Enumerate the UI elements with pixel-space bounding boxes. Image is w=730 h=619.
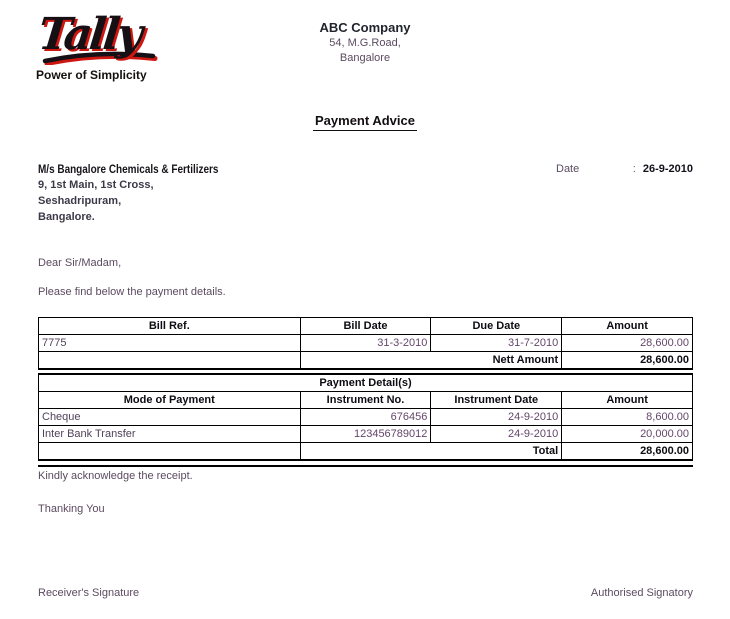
bill-table-header-row <box>39 318 693 335</box>
bill-ref-value: 7775 <box>39 335 301 352</box>
payment-mode-value: Inter Bank Transfer <box>39 426 301 443</box>
authorised-signatory-label: Authorised Signatory <box>590 587 693 599</box>
payment-header-instrument-no: Instrument No. <box>300 392 431 409</box>
company-name: ABC Company <box>319 20 411 35</box>
receiver-signature-label: Receiver's Signature <box>38 587 140 599</box>
payment-detail-title-row <box>39 374 693 392</box>
date-separator: : <box>632 163 636 175</box>
recipient-address-line2: Seshadripuram, <box>38 195 122 207</box>
thanks-line: Thanking You <box>38 503 105 515</box>
total-value: 28,600.00 <box>562 443 693 461</box>
total-label: Total <box>300 443 562 461</box>
payment-row-cheque <box>39 409 693 426</box>
tables-section <box>38 317 693 467</box>
due-date-value: 31-7-2010 <box>431 335 562 352</box>
company-header <box>255 20 475 66</box>
recipient-address-line3: Bangalore. <box>38 211 95 223</box>
bill-date-value: 31-3-2010 <box>300 335 431 352</box>
instrument-date-value: 24-9-2010 <box>431 426 562 443</box>
bill-amount-value: 28,600.00 <box>562 335 693 352</box>
payment-row-inter-bank-transfer <box>39 426 693 443</box>
company-address-line1: 54, M.G.Road, <box>329 37 401 49</box>
payment-amount-value: 8,600.00 <box>562 409 693 426</box>
intro-line: Please find below the payment details. <box>38 286 226 298</box>
bill-table-header-amount: Amount <box>562 318 693 335</box>
payment-detail-header-row <box>39 392 693 409</box>
bill-table-summary-row <box>39 352 693 370</box>
salutation: Dear Sir/Madam, <box>38 257 122 269</box>
nett-amount-label: Nett Amount <box>300 352 562 370</box>
payment-header-mode: Mode of Payment <box>39 392 301 409</box>
total-empty-cell <box>39 443 301 461</box>
document-title: Payment Advice <box>313 113 417 131</box>
payment-detail-table <box>38 373 693 461</box>
tally-logo-tagline: Power of Simplicity <box>36 68 147 82</box>
instrument-no-value: 676456 <box>300 409 431 426</box>
payment-mode-value: Cheque <box>39 409 301 426</box>
bill-table-header-bill-date: Bill Date <box>300 318 431 335</box>
bill-table <box>38 317 693 370</box>
tally-logo <box>35 9 166 82</box>
signature-row <box>38 587 693 599</box>
date-row <box>556 163 693 175</box>
nett-amount-value: 28,600.00 <box>562 352 693 370</box>
date-label: Date <box>556 163 580 175</box>
tally-logo-wordmark: Tally <box>35 9 143 60</box>
acknowledge-line: Kindly acknowledge the receipt. <box>38 470 193 482</box>
instrument-no-value: 123456789012 <box>300 426 431 443</box>
recipient-address-block <box>38 161 255 225</box>
payment-header-instrument-date: Instrument Date <box>431 392 562 409</box>
bill-table-header-due-date: Due Date <box>431 318 562 335</box>
instrument-date-value: 24-9-2010 <box>431 409 562 426</box>
payment-amount-value: 20,000.00 <box>562 426 693 443</box>
date-value: 26-9-2010 <box>642 163 693 175</box>
payment-table-summary-row <box>39 443 693 461</box>
bill-table-row <box>39 335 693 352</box>
recipient-address-line1: 9, 1st Main, 1st Cross, <box>38 179 154 191</box>
payment-header-amount: Amount <box>562 392 693 409</box>
company-address-line2: Bangalore <box>339 52 391 64</box>
bill-table-header-bill-ref: Bill Ref. <box>39 318 301 335</box>
nett-amount-empty-cell <box>39 352 301 370</box>
document-title-wrap <box>0 112 730 131</box>
recipient-name: M/s Bangalore Chemicals & Fertilizers <box>38 162 219 176</box>
bottom-double-rule <box>38 465 693 467</box>
payment-detail-title: Payment Detail(s) <box>39 374 693 392</box>
